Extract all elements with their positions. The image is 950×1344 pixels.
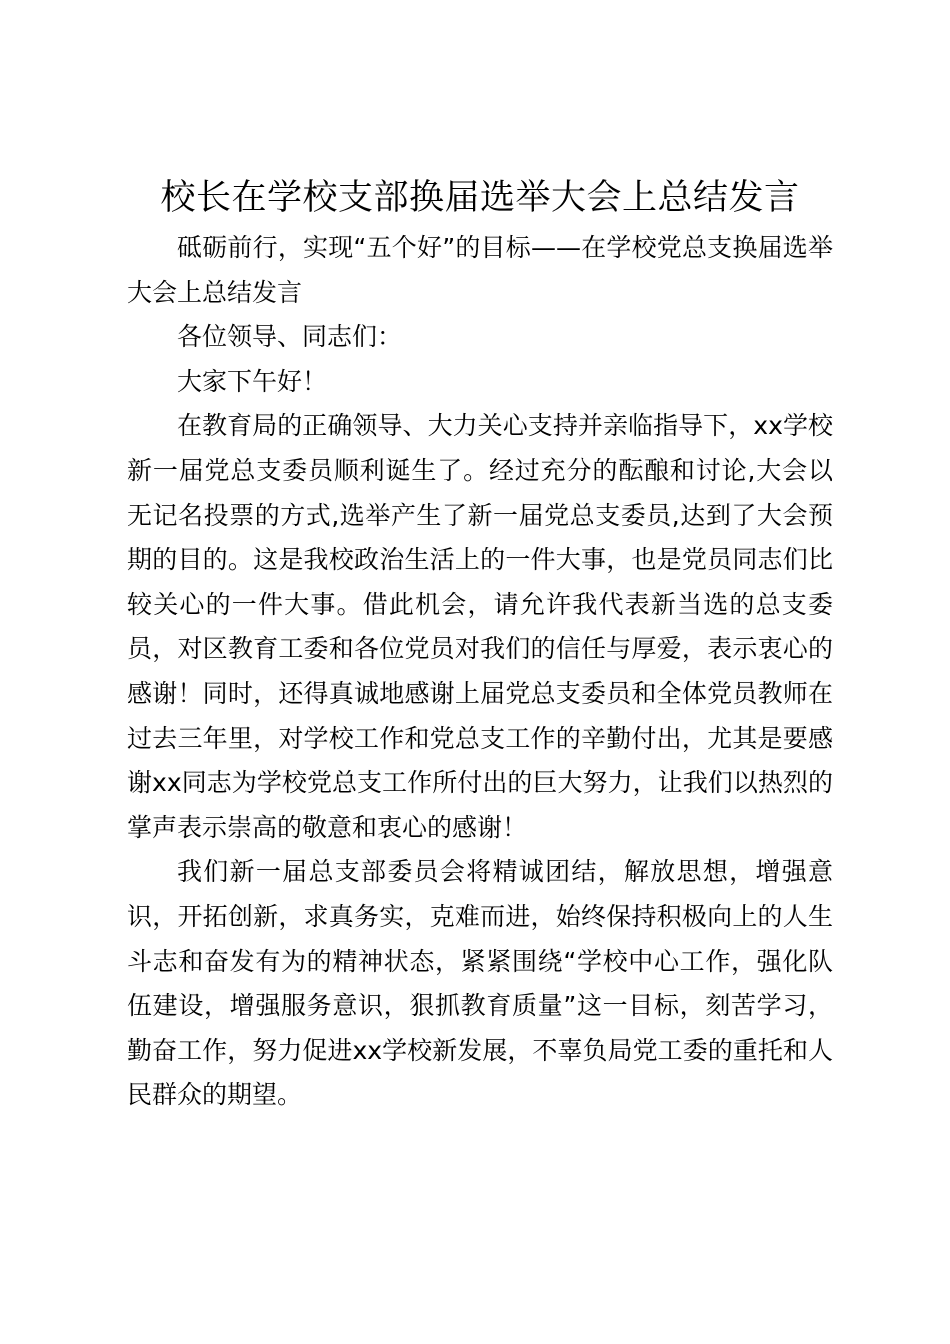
subtitle-paragraph: 砥砺前行，实现“五个好”的目标——在学校党总支换届选举大会上总结发言 [127,233,833,307]
body-paragraph-2: 我们新一届总支部委员会将精诚团结，解放思想，增强意识，开拓创新，求真务实，克难而进，始终保持积极向上的人生斗志和奋发有为的精神状态，紧紧围绕“学校中心工作，强化队伍建设，增强服务意识，狠抓教育质量”这一目标，刻苦学习，勤奋工作，努力促进xx学校新发展，不辜负局党工委的重托和人民群众的期望。 [127,857,833,1110]
body-paragraph-1: 在教育局的正确领导、大力关心支持并亲临指导下，xx学校新一届党总支委员顺利诞生了。经过充分的酝酿和讨论,大会以无记名投票的方式,选举产生了新一届党总支委员,达到了大会预期的目的。这是我校政治生活上的一件大事，也是党员同志们比较关心的一件大事。借此机会，请允许我代表新当选的总支委员，对区教育工委和各位党员对我们的信任与厚爱，表示衷心的感谢！同时，还得真诚地感谢上届党总支委员和全体党员教师在过去三年里，对学校工作和党总支工作的辛勤付出，尤其是要感谢xx同志为学校党总支工作所付出的巨大努力，让我们以热烈的掌声表示崇高的敬意和衷心的感谢！ [127,411,833,842]
document-page [127,170,833,1118]
greeting-paragraph: 大家下午好！ [177,366,328,396]
salutation-paragraph: 各位领导、同志们： [177,322,403,352]
document-title: 校长在学校支部换届选举大会上总结发言 [160,178,800,218]
